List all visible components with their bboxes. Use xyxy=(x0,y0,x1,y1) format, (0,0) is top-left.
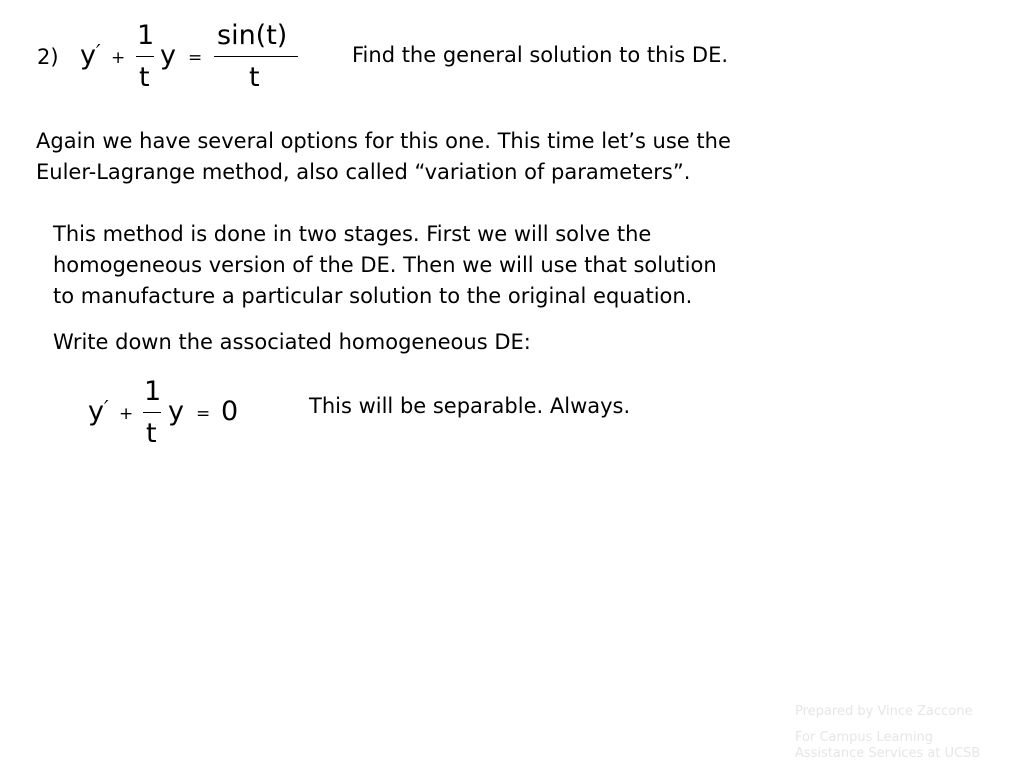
heq-plus: + xyxy=(119,404,134,424)
heq-prime: ′ xyxy=(104,396,109,420)
eq-frac-numerator: 1 xyxy=(137,20,155,51)
problem-equation xyxy=(0,0,320,100)
separable-note: This will be separable. Always. xyxy=(309,394,631,418)
heq-fraction-bar xyxy=(143,412,161,413)
method-line-3: to manufacture a particular solution to the original equation. xyxy=(53,284,693,308)
eq-equals: = xyxy=(188,48,203,68)
credits-line-3: Assistance Services at UCSB xyxy=(795,746,981,761)
method-paragraph xyxy=(53,219,717,312)
heq-y2: y xyxy=(168,396,184,427)
credits-line-1: Prepared by Vince Zaccone xyxy=(795,704,973,719)
heq-rhs: 0 xyxy=(221,396,239,427)
eq-prime: ′ xyxy=(96,40,101,64)
homogeneous-equation xyxy=(0,360,260,460)
eq-fraction-bar xyxy=(136,56,154,57)
credits-line-2: For Campus Learning xyxy=(795,730,933,745)
eq-y: y xyxy=(80,40,96,71)
problem-instruction: Find the general solution to this DE. xyxy=(352,43,729,67)
credits-footer xyxy=(795,704,980,762)
eq-rhs-denominator: t xyxy=(249,62,260,93)
heq-frac-numerator: 1 xyxy=(144,376,162,407)
eq-y2: y xyxy=(160,40,176,71)
heq-frac-denominator: t xyxy=(146,418,157,449)
problem-number: 2) xyxy=(37,45,59,69)
eq-rhs-fraction-bar xyxy=(214,56,298,57)
homogeneous-prompt: Write down the associated homogeneous DE: xyxy=(53,330,531,354)
heq-equals: = xyxy=(196,404,211,424)
method-line-1: This method is done in two stages. First we will solve the xyxy=(53,222,652,246)
eq-rhs-numerator: sin(t) xyxy=(217,20,288,51)
intro-line-1: Again we have several options for this one. This time let’s use the xyxy=(36,129,731,153)
eq-frac-denominator: t xyxy=(139,62,150,93)
method-line-2: homogeneous version of the DE. Then we will use that solution xyxy=(53,253,717,277)
heq-y: y xyxy=(88,396,104,427)
intro-line-2: Euler-Lagrange method, also called “variation of parameters”. xyxy=(36,160,691,184)
eq-plus: + xyxy=(111,48,126,68)
intro-paragraph xyxy=(36,126,731,188)
